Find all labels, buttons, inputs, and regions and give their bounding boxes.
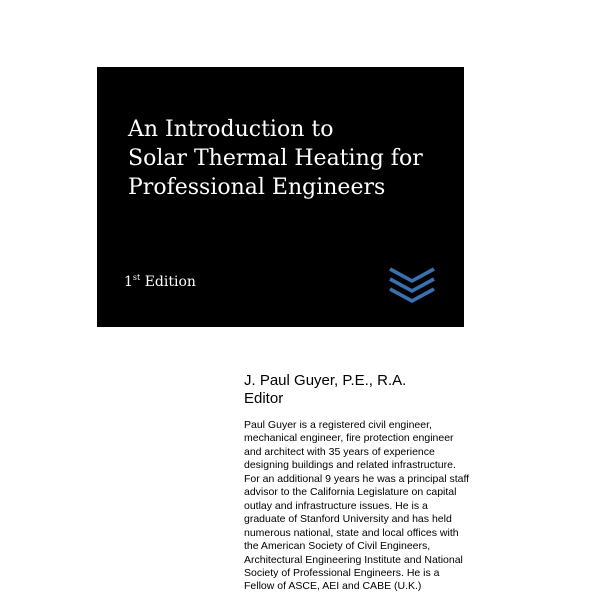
author-bio-line: For an additional 9 years he was a principal staff (244, 472, 470, 485)
author-bio-line: Architectural Engineering Institute and National (244, 553, 463, 566)
author-role: Editor (244, 390, 284, 407)
author-bio-line: Society of Professional Engineers. He is a (244, 566, 440, 579)
author-bio-line: Paul Guyer is a registered civil engineer, (244, 419, 432, 431)
book-title-line: An Introduction to (128, 117, 334, 142)
author-bio (244, 419, 470, 594)
edition-word: Edition (144, 274, 196, 290)
author-bio-line: graduate of Stanford University and has held (244, 513, 452, 526)
author-bio-line: numerous national, state and local offices with (244, 526, 459, 539)
book-title (128, 115, 448, 202)
author-bio-line: and architect with 35 years of experience (244, 445, 435, 458)
author-bio-line: designing buildings and related infrastructure. (244, 459, 456, 472)
author-bio-line: outlay and infrastructure issues. He is a (244, 499, 428, 512)
book-title-line: Professional Engineers (128, 175, 386, 200)
triple-chevron-down-icon (387, 265, 437, 303)
edition-suffix: st (132, 273, 141, 282)
author-bio-line: advisor to the California Legislature on capital (244, 486, 457, 499)
cover-panel (97, 67, 464, 327)
book-title-line: Solar Thermal Heating for (128, 146, 423, 171)
edition-number: 1 (124, 274, 133, 290)
author-block (244, 372, 470, 594)
author-bio-line: Fellow of ASCE, AEI and CABE (U.K.) (244, 580, 422, 593)
author-bio-line: the American Society of Civil Engineers, (244, 540, 431, 553)
author-bio-line: mechanical engineer, fire protection engineer (244, 432, 454, 445)
author-name: J. Paul Guyer, P.E., R.A. (244, 372, 407, 389)
edition-label (124, 273, 196, 291)
